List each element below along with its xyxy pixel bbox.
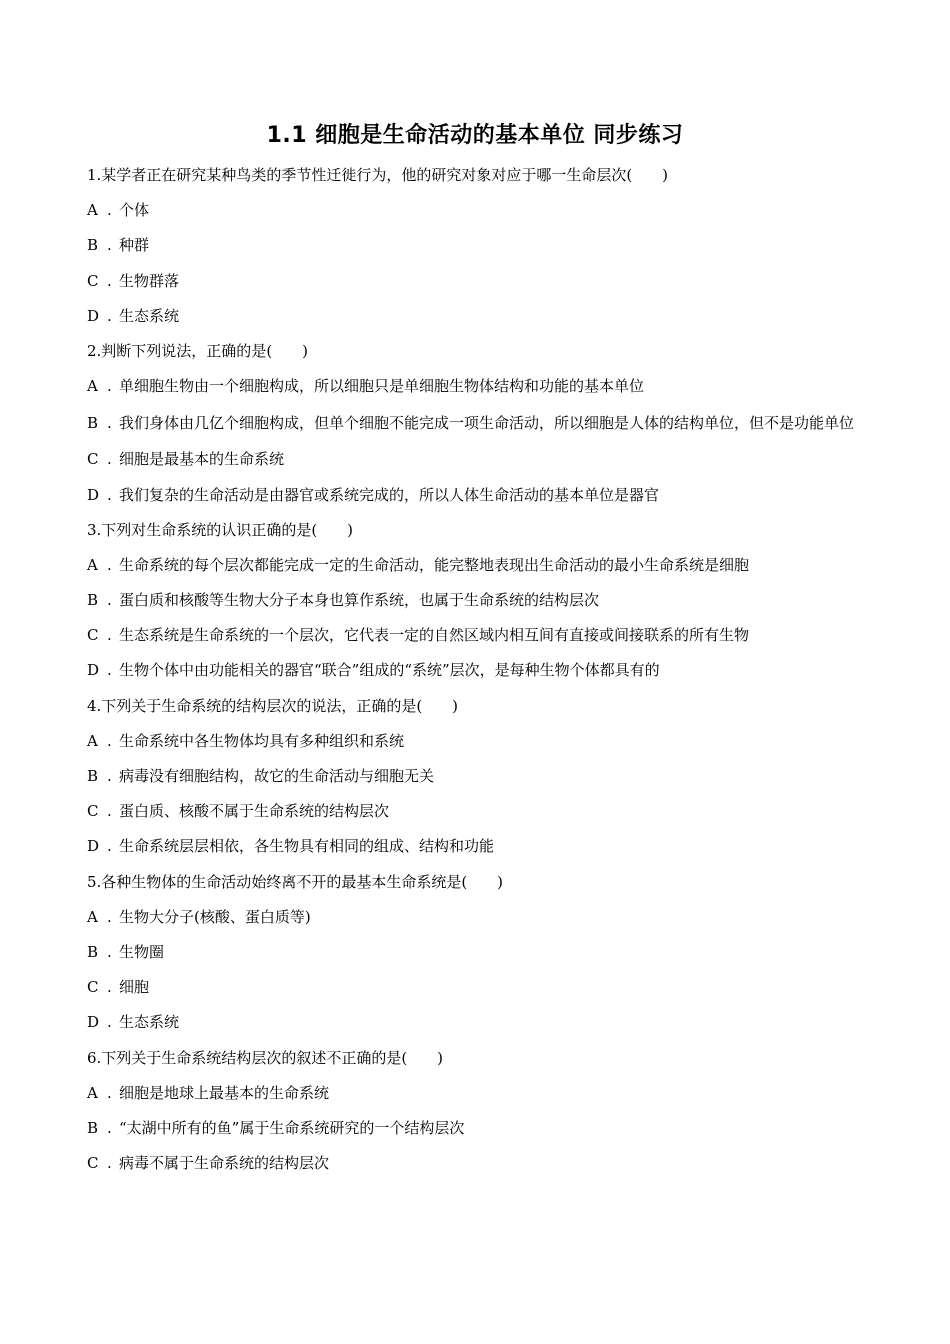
option-letter: B <box>87 236 99 255</box>
option-separator: . <box>107 661 112 680</box>
option-text: 我们身体由几亿个细胞构成，但单个细胞不能完成一项生命活动，所以细胞是人体的结构单位，但不是功能单位 <box>119 414 855 433</box>
option-separator: . <box>107 450 112 469</box>
option-text: 病毒不属于生命系统的结构层次 <box>119 1154 330 1173</box>
option-letter: A <box>87 555 98 574</box>
answer-option <box>87 583 872 618</box>
option-letter: B <box>87 942 99 961</box>
answer-option <box>87 618 872 653</box>
option-separator: . <box>107 1154 112 1173</box>
option-letter: A <box>87 731 98 750</box>
answer-option <box>87 724 872 759</box>
option-separator: . <box>107 626 112 645</box>
answer-option <box>87 794 872 829</box>
answer-option <box>87 1111 872 1146</box>
option-text: 细胞 <box>119 978 150 997</box>
option-letter: C <box>87 271 99 290</box>
option-separator: . <box>107 767 112 785</box>
answer-option <box>87 759 872 794</box>
option-text: 细胞是地球上最基本的生命系统 <box>119 1083 330 1102</box>
option-text: 生态系统 <box>119 306 180 325</box>
option-separator: . <box>107 731 112 750</box>
option-letter: C <box>87 802 99 821</box>
option-separator: . <box>107 236 112 255</box>
option-separator: . <box>107 802 112 821</box>
option-letter: D <box>87 1013 100 1032</box>
answer-option <box>87 404 872 442</box>
option-letter: B <box>87 767 99 785</box>
option-letter: C <box>87 1154 99 1173</box>
option-letter: C <box>87 626 99 645</box>
option-text: 个体 <box>119 201 150 220</box>
option-text: 种群 <box>119 236 150 255</box>
option-text: 细胞是最基本的生命系统 <box>119 450 285 469</box>
question-stem: 1.某学者正在研究某种鸟类的季节性迁徙行为，他的研究对象对应于哪一生命层次( ) <box>87 166 669 184</box>
option-separator: . <box>107 837 112 856</box>
option-letter: B <box>87 414 99 433</box>
option-separator: . <box>107 1013 112 1032</box>
option-letter: A <box>87 907 98 926</box>
option-separator: . <box>107 201 112 220</box>
option-text: 蛋白质和核酸等生物大分子本身也算作系统，也属于生命系统的结构层次 <box>119 591 600 610</box>
option-separator: . <box>107 942 112 961</box>
option-text: 生命系统层层相依，各生物具有相同的组成、结构和功能 <box>119 837 495 856</box>
option-letter: D <box>87 837 100 856</box>
option-letter: D <box>87 661 100 680</box>
option-text: 生命系统中各生物体均具有多种组织和系统 <box>119 731 405 750</box>
option-text: 我们复杂的生命活动是由器官或系统完成的，所以人体生命活动的基本单位是器官 <box>119 485 660 504</box>
answer-option <box>87 299 872 334</box>
question-stem: 3.下列对生命系统的认识正确的是( ) <box>87 520 354 539</box>
option-separator: . <box>107 978 112 997</box>
option-text: 生物个体中由功能相关的器官“联合”组成的“系统”层次，是每种生物个体都具有的 <box>119 661 660 680</box>
option-text: 生物大分子(核酸、蛋白质等) <box>119 907 311 926</box>
option-separator: . <box>107 591 112 610</box>
answer-option <box>87 442 872 477</box>
option-separator: . <box>107 414 112 433</box>
option-text: 生物圈 <box>119 942 165 961</box>
answer-option <box>87 1076 872 1111</box>
option-separator: . <box>107 377 112 396</box>
option-letter: C <box>87 450 99 469</box>
question-stem: 5.各种生物体的生命活动始终离不开的最基本生命系统是( ) <box>87 872 504 891</box>
answer-option <box>87 369 872 404</box>
option-separator: . <box>107 555 112 574</box>
option-letter: B <box>87 591 99 610</box>
answer-option <box>87 548 872 583</box>
option-separator: . <box>107 271 112 290</box>
answer-option <box>87 228 872 263</box>
answer-option <box>87 1005 872 1040</box>
option-text: 蛋白质、核酸不属于生命系统的结构层次 <box>119 802 390 821</box>
option-letter: A <box>87 201 98 220</box>
option-separator: . <box>107 1083 112 1102</box>
answer-option <box>87 935 872 970</box>
option-text: 单细胞生物由一个细胞构成，所以细胞只是单细胞生物体结构和功能的基本单位 <box>119 377 645 396</box>
option-letter: D <box>87 485 100 504</box>
option-separator: . <box>107 907 112 926</box>
answer-option <box>87 193 872 228</box>
question-stem: 4.下列关于生命系统的结构层次的说法，正确的是( ) <box>87 696 459 715</box>
option-separator: . <box>107 1118 112 1137</box>
option-text: 生态系统是生命系统的一个层次，它代表一定的自然区域内相互间有直接或间接联系的所有生物 <box>119 626 750 645</box>
option-letter: A <box>87 377 98 396</box>
answer-option <box>87 900 872 935</box>
option-text: 病毒没有细胞结构，故它的生命活动与细胞无关 <box>119 767 435 785</box>
answer-option <box>87 478 872 513</box>
answer-option <box>87 829 872 864</box>
option-text: 生态系统 <box>119 1013 180 1032</box>
option-letter: B <box>87 1118 99 1137</box>
option-text: 生命系统的每个层次都能完成一定的生命活动，能完整地表现出生命活动的最小生命系统是细胞 <box>119 555 750 574</box>
answer-option <box>87 264 872 299</box>
page-title: 1.1 细胞是生命活动的基本单位 同步练习 <box>266 123 684 148</box>
option-separator: . <box>107 485 112 504</box>
answer-option <box>87 653 872 688</box>
question-list <box>87 158 872 1181</box>
option-letter: C <box>87 978 99 997</box>
answer-option <box>87 1146 872 1181</box>
question-stem: 2.判断下列说法，正确的是( ) <box>87 341 309 360</box>
answer-option <box>87 970 872 1005</box>
option-separator: . <box>107 306 112 325</box>
option-letter: A <box>87 1083 98 1102</box>
option-text: 生物群落 <box>119 271 180 290</box>
option-text: “太湖中所有的鱼”属于生命系统研究的一个结构层次 <box>119 1118 465 1137</box>
question-stem: 6.下列关于生命系统结构层次的叙述不正确的是( ) <box>87 1048 444 1067</box>
option-letter: D <box>87 306 100 325</box>
